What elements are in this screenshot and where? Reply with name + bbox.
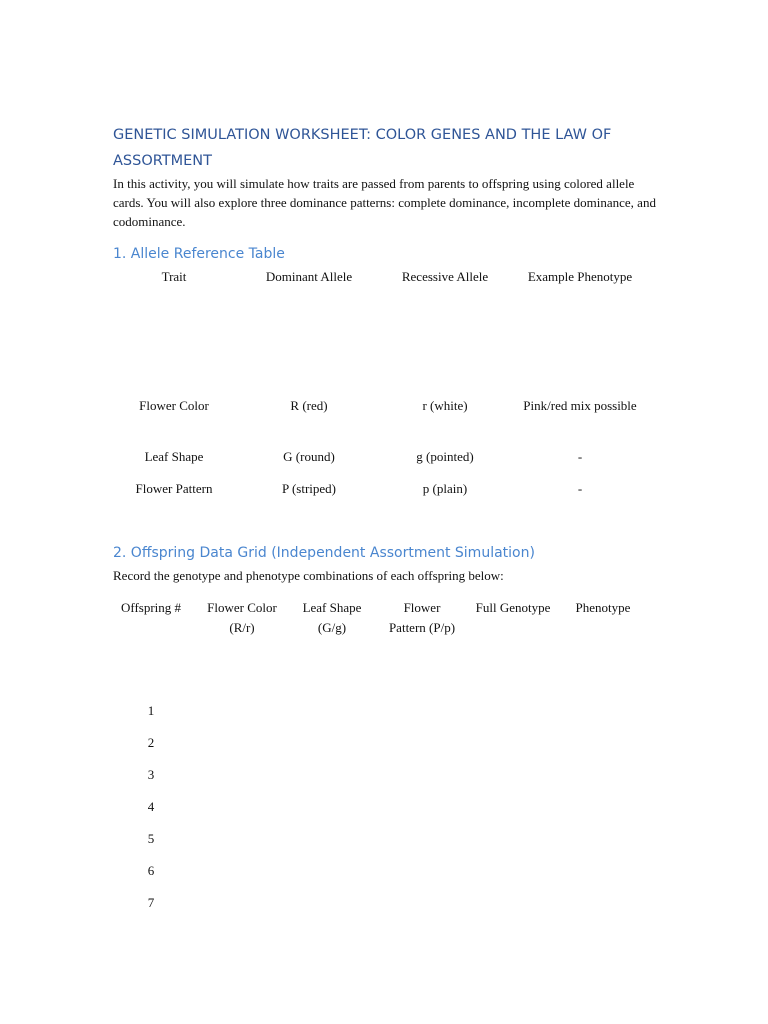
table-cell: p (plain) xyxy=(422,481,468,496)
table-header-trait: Trait xyxy=(161,269,187,284)
table-cell: G (round) xyxy=(283,449,335,464)
offspring-row-number: 1 xyxy=(147,703,155,718)
table-cell: R (red) xyxy=(290,398,328,413)
grid-header-phenotype: Phenotype xyxy=(575,600,631,615)
grid-header-flower-color: Flower Color (R/r) xyxy=(207,600,277,635)
offspring-row-number: 2 xyxy=(147,735,155,750)
grid-header-leaf-shape: Leaf Shape (G/g) xyxy=(302,600,362,635)
table-cell: P (striped) xyxy=(281,481,337,496)
table-cell: Leaf Shape xyxy=(144,449,204,464)
table-header-recessive-allele: Recessive Allele xyxy=(401,269,489,284)
section-heading-offspring-grid: 2. Offspring Data Grid (Independent Assortment Simulation) xyxy=(113,545,535,561)
offspring-row-number: 5 xyxy=(147,831,155,846)
worksheet-title: GENETIC SIMULATION WORKSHEET: COLOR GENES AND THE LAW OF ASSORTMENT xyxy=(113,127,612,169)
grid-header-offspring-number: Offspring # xyxy=(120,600,182,615)
section-heading-allele-reference: 1. Allele Reference Table xyxy=(113,246,285,262)
table-cell: g (pointed) xyxy=(416,449,474,464)
table-header-dominant-allele: Dominant Allele xyxy=(265,269,353,284)
offspring-row-number: 6 xyxy=(147,863,155,878)
table-cell: r (white) xyxy=(422,398,468,413)
offspring-row-number: 7 xyxy=(147,895,155,910)
table-cell: Flower Color xyxy=(139,398,209,413)
table-cell: Flower Pattern xyxy=(135,481,213,496)
grid-header-full-genotype: Full Genotype xyxy=(475,600,551,615)
grid-instruction: Record the genotype and phenotype combinations of each offspring below: xyxy=(113,568,504,583)
table-cell: Pink/red mix possible xyxy=(523,398,637,413)
table-header-example-phenotype: Example Phenotype xyxy=(527,269,633,284)
offspring-row-number: 3 xyxy=(147,767,155,782)
grid-header-flower-pattern: Flower Pattern (P/p) xyxy=(388,600,456,635)
table-cell: - xyxy=(577,481,583,496)
offspring-row-number: 4 xyxy=(147,799,155,814)
table-cell: - xyxy=(577,449,583,464)
intro-paragraph: In this activity, you will simulate how traits are passed from parents to offspring using colored allele cards. You will also explore three dominance patterns: complete dominance, incomplete dominance, and codominance. xyxy=(113,176,656,229)
